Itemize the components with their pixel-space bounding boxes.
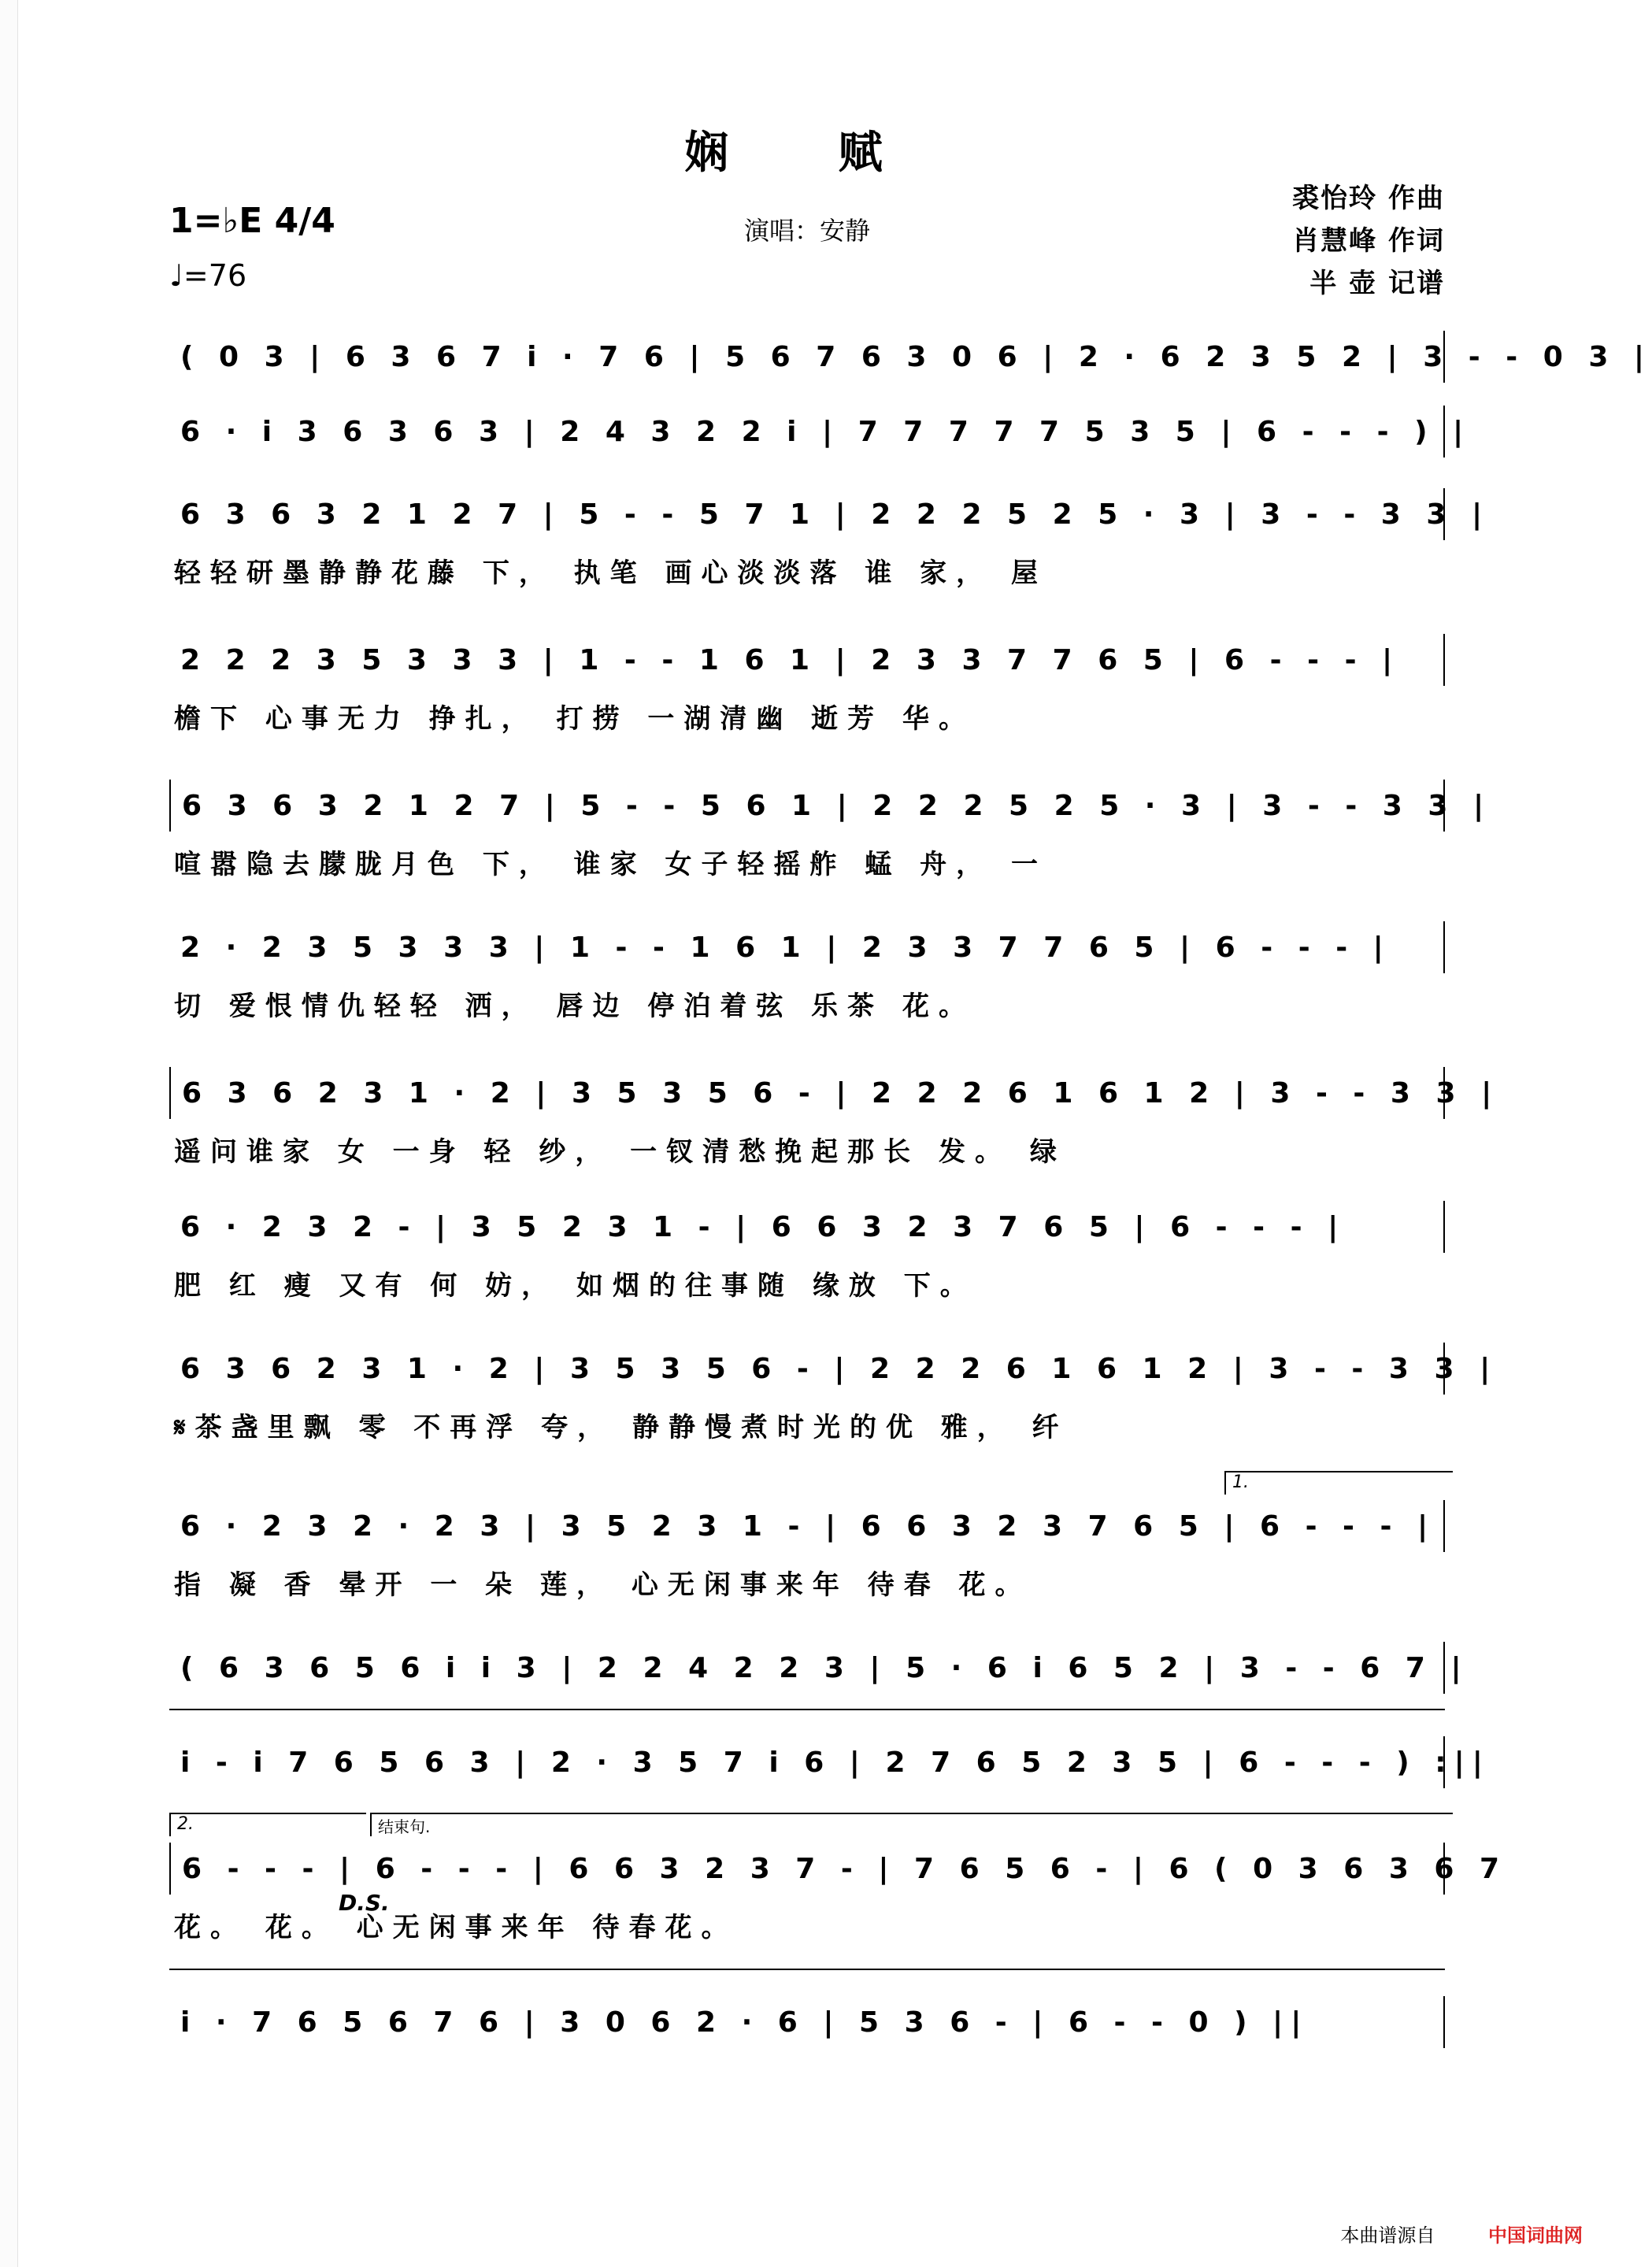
score-line-3 [169,488,1491,589]
volta-1-bracket: 1. [1224,1471,1453,1495]
brand-link[interactable]: 中国词曲网 [1488,2224,1583,2247]
tempo-marking: ♩=76 [169,258,247,293]
transcriber-credit: 半 壶 记谱 [1309,268,1445,299]
score-line-11 [169,1642,1469,1694]
song-title: 娴 赋 [684,128,930,179]
lyrics-line-6: 切 爱恨情仇轻轻 洒， 唇边 停泊着弦 乐茶 花。 [174,991,976,1022]
notes-line-12: i - i 7 6 5 6 3 | 2 · 3 5 7 i 6 | 2 7 6 5 2 3 5 | 6 - - - ) :|| [169,1736,1445,1788]
notes-line-9: 6 3 6 2 3 1 · 2 | 3 5 3 5 6 - | 2 2 2 6 1 6 1 2 | 3 - - 3 3 | [169,1343,1445,1395]
notes-line-2: 6 · i 3 6 3 6 3 | 2 4 3 2 2 i | 7 7 7 7 7 5 3 5 | 6 - - - ) | [169,406,1445,457]
notes-line-1: ( 0 3 | 6 3 6 7 i · 7 6 | 5 6 7 6 3 0 6 | 2 · 6 2 3 5 2 | 3 - - 0 3 | [169,331,1445,383]
volta-2-bracket: 2. [169,1813,366,1836]
composer-credit: 裘怡玲 作曲 [1292,183,1445,214]
notes-line-5: 6 3 6 3 2 1 2 7 | 5 - - 5 6 1 | 2 2 2 5 2 5 · 3 | 3 - - 3 3 | [169,780,1445,832]
score-line-5 [169,780,1492,880]
credits-block [1292,177,1445,305]
page-edge [0,0,18,2267]
staff-rule-1 [169,1709,1445,1710]
notes-line-11: ( 6 3 6 5 6 i i 3 | 2 2 4 2 2 3 | 5 · 6 i 6 5 2 | 3 - - 6 7 | [169,1642,1445,1694]
score-line-2 [169,406,1472,457]
score-line-14 [169,1996,1445,2048]
score-line-7 [169,1067,1500,1168]
notes-line-10: 6 · 2 3 2 · 2 3 | 3 5 2 3 1 - | 6 6 3 2 3 7 6 5 | 6 - - - | [169,1500,1445,1552]
key-signature: 1=♭E 4/4 [169,201,335,241]
notes-line-8: 6 · 2 3 2 - | 3 5 2 3 1 - | 6 6 3 2 3 7 6 5 | 6 - - - | [169,1201,1445,1253]
footer [1340,2220,1583,2247]
notes-line-6: 2 · 2 3 5 3 3 3 | 1 - - 1 6 1 | 2 3 3 7 7 6 5 | 6 - - - | [169,921,1445,973]
score-line-12 [169,1736,1491,1788]
lyrics-line-8: 肥 红 瘦 又有 何 妨， 如烟的往事随 缘放 下。 [174,1270,976,1302]
lyrics-text-9: 茶盏里飘 零 不再浮 夸， 静静慢煮时光的优 雅， 纤 [194,1412,1069,1443]
score-line-1 [169,331,1652,383]
lyrics-line-3: 轻轻研墨静静花藤 下， 执笔 画心淡淡落 谁 家， 屋 [174,557,1048,589]
ds-marking: D.S. [339,1890,390,1916]
notes-line-3: 6 3 6 3 2 1 2 7 | 5 - - 5 7 1 | 2 2 2 5 2 5 · 3 | 3 - - 3 3 | [169,488,1445,540]
lyrics-line-4: 檐下 心事无力 挣扎， 打捞 一湖清幽 逝芳 华。 [174,703,976,735]
source-label: 本曲谱源自 [1340,2224,1435,2247]
lyrics-line-13: 花。 花。 心无闲事来年 待春花。 [174,1912,738,1943]
score-line-4 [169,634,1445,735]
lyricist-credit: 肖慧峰 作词 [1292,225,1445,257]
notes-line-13: 6 - - - | 6 - - - | 6 6 3 2 3 7 - | 7 6 5 6 - | 6 ( 0 3 6 3 6 7 [169,1843,1445,1895]
staff-rule-2 [169,1969,1445,1970]
score-line-10 [169,1500,1445,1601]
notes-line-7: 6 3 6 2 3 1 · 2 | 3 5 3 5 6 - | 2 2 2 6 1 6 1 2 | 3 - - 3 3 | [169,1067,1445,1119]
lyrics-line-10: 指 凝 香 晕开 一 朵 莲， 心无闲事来年 待春 花。 [174,1569,1032,1601]
score-line-8 [169,1201,1445,1302]
singer-credit: 演唱：安静 [743,216,870,246]
score-line-6 [169,921,1445,1022]
segno-sign: 𝄋 [174,1412,195,1443]
coda-bracket: 结束句. [370,1813,1453,1836]
score-line-9 [169,1343,1498,1443]
lyrics-line-5: 喧嚣隐去朦胧月色 下， 谁家 女子轻摇舴 蜢 舟， 一 [174,849,1048,880]
lyrics-line-7: 遥问谁家 女 一身 轻 纱， 一钗清愁挽起那长 发。 绿 [174,1136,1066,1168]
notes-line-4: 2 2 2 3 5 3 3 3 | 1 - - 1 6 1 | 2 3 3 7 7 6 5 | 6 - - - | [169,634,1445,686]
lyrics-line-9 [169,1406,1445,1443]
notes-line-14: i · 7 6 5 6 7 6 | 3 0 6 2 · 6 | 5 3 6 - | 6 - - 0 ) || [169,1996,1445,2048]
